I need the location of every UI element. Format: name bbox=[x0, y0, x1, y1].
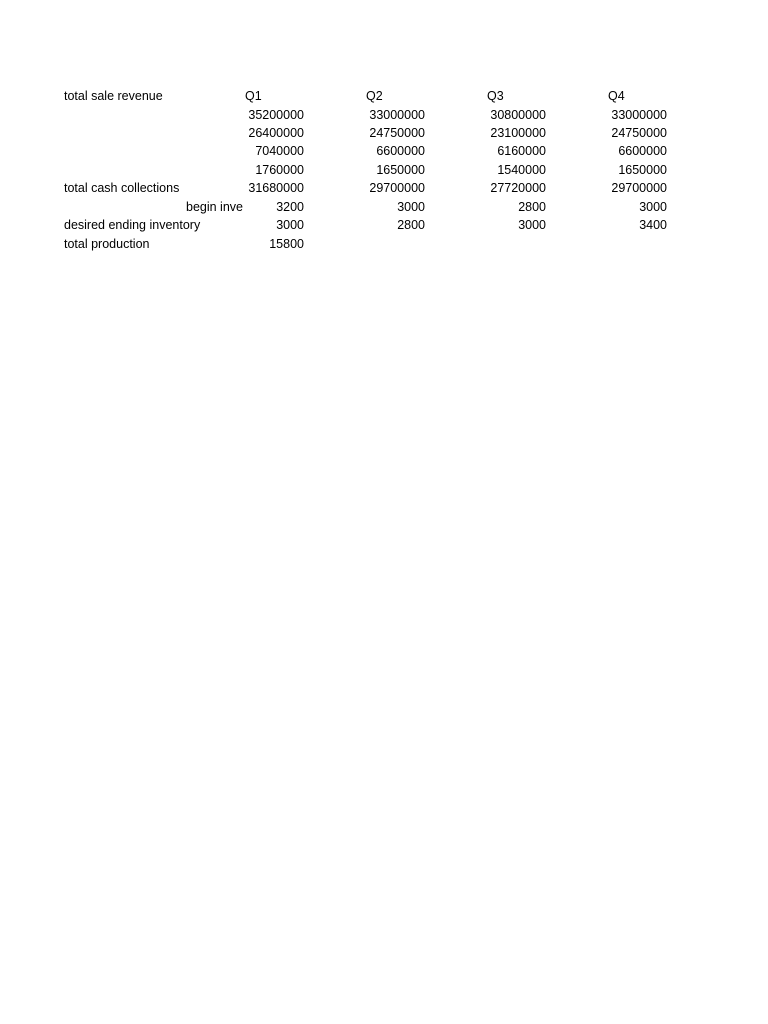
table-row bbox=[0, 198, 768, 216]
cell-value[interactable]: 31680000 bbox=[248, 181, 304, 195]
cell-value[interactable]: 1650000 bbox=[376, 163, 425, 177]
column-header-q1[interactable]: Q1 bbox=[245, 89, 262, 103]
cell-value[interactable]: 24750000 bbox=[611, 126, 667, 140]
column-header-q2[interactable]: Q2 bbox=[366, 89, 383, 103]
header-row bbox=[0, 87, 768, 105]
cell-value[interactable]: 1760000 bbox=[255, 163, 304, 177]
cell-value[interactable]: 23100000 bbox=[490, 126, 546, 140]
cell-value[interactable]: 2800 bbox=[518, 200, 546, 214]
cell-value[interactable]: 29700000 bbox=[369, 181, 425, 195]
cell-value[interactable]: 3000 bbox=[518, 218, 546, 232]
column-header-q4[interactable]: Q4 bbox=[608, 89, 625, 103]
table-row bbox=[0, 106, 768, 124]
cell-value[interactable]: 6160000 bbox=[497, 144, 546, 158]
cell-value[interactable]: 35200000 bbox=[248, 108, 304, 122]
row-label-desired-ending-inventory[interactable]: desired ending inventory bbox=[64, 218, 201, 232]
cell-value[interactable]: 3400 bbox=[639, 218, 667, 232]
cell-value[interactable]: 29700000 bbox=[611, 181, 667, 195]
cell-value[interactable]: 1650000 bbox=[618, 163, 667, 177]
cell-value[interactable]: 6600000 bbox=[618, 144, 667, 158]
table-row bbox=[0, 179, 768, 197]
cell-value[interactable]: 1540000 bbox=[497, 163, 546, 177]
cell-value[interactable]: 30800000 bbox=[490, 108, 546, 122]
cell-value[interactable]: 33000000 bbox=[369, 108, 425, 122]
table-row bbox=[0, 161, 768, 179]
cell-value[interactable]: 7040000 bbox=[255, 144, 304, 158]
table-row bbox=[0, 124, 768, 142]
cell-value[interactable]: 6600000 bbox=[376, 144, 425, 158]
row-label-total-cash-collections[interactable]: total cash collections bbox=[64, 181, 180, 195]
cell-value[interactable]: 2800 bbox=[397, 218, 425, 232]
table-row bbox=[0, 142, 768, 160]
cell-value[interactable]: 3000 bbox=[639, 200, 667, 214]
cell-value[interactable]: 3000 bbox=[397, 200, 425, 214]
cell-value[interactable]: 26400000 bbox=[248, 126, 304, 140]
cell-value[interactable]: 3000 bbox=[276, 218, 304, 232]
row-label-total-sale-revenue[interactable]: total sale revenue bbox=[64, 89, 163, 103]
cell-value[interactable]: 3200 bbox=[276, 200, 304, 214]
cell-value[interactable]: 15800 bbox=[269, 237, 304, 251]
cell-value[interactable]: 27720000 bbox=[490, 181, 546, 195]
cell-value[interactable]: 33000000 bbox=[611, 108, 667, 122]
row-label-begin-inventory[interactable]: begin inve bbox=[186, 200, 243, 214]
row-label-total-production[interactable]: total production bbox=[64, 237, 150, 251]
column-header-q3[interactable]: Q3 bbox=[487, 89, 504, 103]
cell-value[interactable]: 24750000 bbox=[369, 126, 425, 140]
table-row bbox=[0, 235, 768, 253]
table-row bbox=[0, 216, 768, 234]
